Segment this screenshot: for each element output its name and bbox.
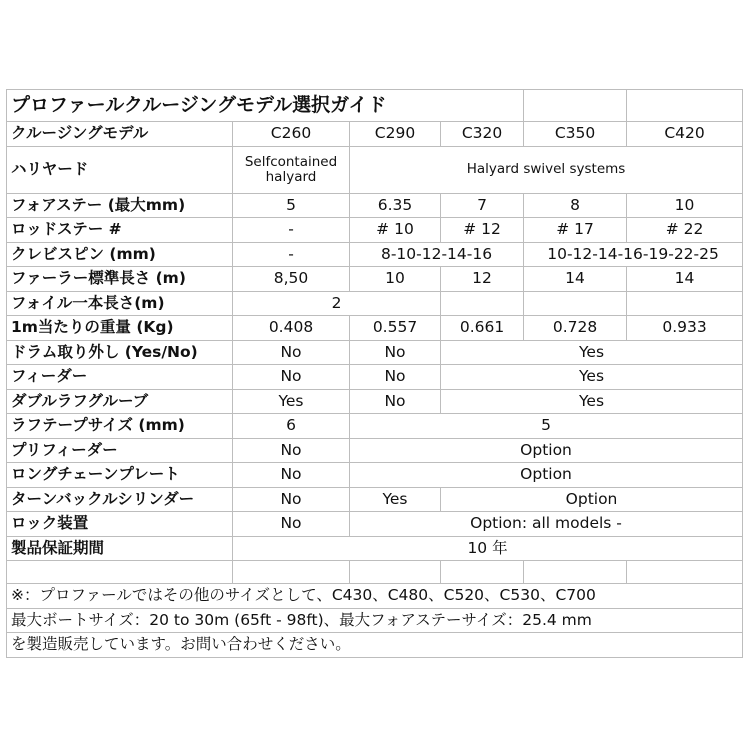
row-label: プリフィーダー	[7, 438, 233, 463]
drum-removal-row	[7, 340, 743, 365]
row-label: ラフテープサイズ (mm)	[7, 414, 233, 439]
table-cell: 6	[233, 414, 350, 439]
table-cell: 7	[441, 193, 524, 218]
row-label: ファーラー標準長さ (m)	[7, 267, 233, 292]
table-cell: 0.408	[233, 316, 350, 341]
table-cell: No	[350, 389, 441, 414]
table-cell: -	[233, 218, 350, 243]
note-row	[7, 608, 743, 633]
lock-row	[7, 512, 743, 537]
empty-cell	[441, 291, 524, 316]
model-header-row	[7, 122, 743, 147]
note-line-3: を製造販売しています。お問い合わせください。	[7, 633, 743, 658]
table-cell: 0.933	[627, 316, 743, 341]
spacer-row	[7, 561, 743, 584]
table-cell: No	[350, 340, 441, 365]
note-row	[7, 584, 743, 609]
table-cell: 5	[233, 193, 350, 218]
double-groove-row	[7, 389, 743, 414]
table-cell: No	[350, 365, 441, 390]
row-label: ターンバックルシリンダー	[7, 487, 233, 512]
warranty-row	[7, 536, 743, 561]
note-line-2: 最大ボートサイズ：20 to 30m (65ft - 98ft)、最大フォアステーサイズ：25.4 mm	[7, 608, 743, 633]
clevis-row	[7, 242, 743, 267]
empty-cell	[7, 561, 233, 584]
table-cell: 0.728	[524, 316, 627, 341]
table-cell: No	[233, 438, 350, 463]
table-cell: Option	[350, 438, 743, 463]
table-cell: Option: all models -	[350, 512, 743, 537]
table-cell: 0.557	[350, 316, 441, 341]
table-cell: Option	[441, 487, 743, 512]
halyard-row	[7, 146, 743, 193]
table-cell: 8-10-12-14-16	[350, 242, 524, 267]
table-cell: No	[233, 463, 350, 488]
halyard-c260-line1: Selfcontained	[244, 153, 338, 170]
table-cell: 14	[627, 267, 743, 292]
note-row	[7, 633, 743, 658]
empty-cell	[627, 291, 743, 316]
row-label: ロック装置	[7, 512, 233, 537]
title-row	[7, 90, 743, 122]
model-c290: C290	[350, 122, 441, 147]
model-c260: C260	[233, 122, 350, 147]
row-label: フォアステー (最大mm)	[7, 193, 233, 218]
luff-tape-row	[7, 414, 743, 439]
row-label: ハリヤード	[7, 146, 233, 193]
row-label: 製品保証期間	[7, 536, 233, 561]
halyard-c260	[233, 146, 350, 193]
weight-row	[7, 316, 743, 341]
table-cell: No	[233, 365, 350, 390]
table-cell: 8	[524, 193, 627, 218]
halyard-c260-line2: halyard	[265, 168, 317, 185]
table-cell: Yes	[441, 365, 743, 390]
table-cell: 10	[627, 193, 743, 218]
row-label: クレビスピン (mm)	[7, 242, 233, 267]
table-cell: Yes	[233, 389, 350, 414]
page-title: プロファールクルージングモデル選択ガイド	[7, 90, 524, 122]
row-label: 1m当たりの重量 (Kg)	[7, 316, 233, 341]
empty-cell	[524, 291, 627, 316]
row-label: ロングチェーンプレート	[7, 463, 233, 488]
table-cell: No	[233, 487, 350, 512]
forestay-row	[7, 193, 743, 218]
table-cell: 5	[350, 414, 743, 439]
table-cell: 14	[524, 267, 627, 292]
empty-cell	[524, 561, 627, 584]
model-c320: C320	[441, 122, 524, 147]
table-cell: # 22	[627, 218, 743, 243]
rodstay-row	[7, 218, 743, 243]
turnbuckle-row	[7, 487, 743, 512]
empty-cell	[524, 90, 627, 122]
table-cell: Option	[350, 463, 743, 488]
table-cell: 2	[233, 291, 441, 316]
row-label: ドラム取り外し (Yes/No)	[7, 340, 233, 365]
row-label: フォイル一本長さ(m)	[7, 291, 233, 316]
table-cell: # 10	[350, 218, 441, 243]
empty-cell	[627, 561, 743, 584]
table-cell: Yes	[350, 487, 441, 512]
empty-cell	[233, 561, 350, 584]
row-label: ダブルラフグルーブ	[7, 389, 233, 414]
table-cell: 0.661	[441, 316, 524, 341]
table-cell: 10 年	[233, 536, 743, 561]
foil-length-row	[7, 291, 743, 316]
long-chainplate-row	[7, 463, 743, 488]
table-cell: 8,50	[233, 267, 350, 292]
feeder-row	[7, 365, 743, 390]
empty-cell	[441, 561, 524, 584]
table-cell: Yes	[441, 389, 743, 414]
table-cell: -	[233, 242, 350, 267]
row-label: クルージングモデル	[7, 122, 233, 147]
empty-cell	[350, 561, 441, 584]
halyard-others: Halyard swivel systems	[350, 146, 743, 193]
table-cell: 6.35	[350, 193, 441, 218]
table-cell: No	[233, 512, 350, 537]
note-line-1: ※：プロファールではその他のサイズとして、C430、C480、C520、C530、C700	[7, 584, 743, 609]
prefeeder-row	[7, 438, 743, 463]
table-cell: 12	[441, 267, 524, 292]
table-cell: # 17	[524, 218, 627, 243]
model-c350: C350	[524, 122, 627, 147]
empty-cell	[627, 90, 743, 122]
table-cell: # 12	[441, 218, 524, 243]
table-cell: No	[233, 340, 350, 365]
table-cell: Yes	[441, 340, 743, 365]
model-c420: C420	[627, 122, 743, 147]
table-cell: 10	[350, 267, 441, 292]
row-label: ロッドステー #	[7, 218, 233, 243]
row-label: フィーダー	[7, 365, 233, 390]
table-cell: 10-12-14-16-19-22-25	[524, 242, 743, 267]
furler-length-row	[7, 267, 743, 292]
selection-guide-table	[6, 89, 743, 658]
